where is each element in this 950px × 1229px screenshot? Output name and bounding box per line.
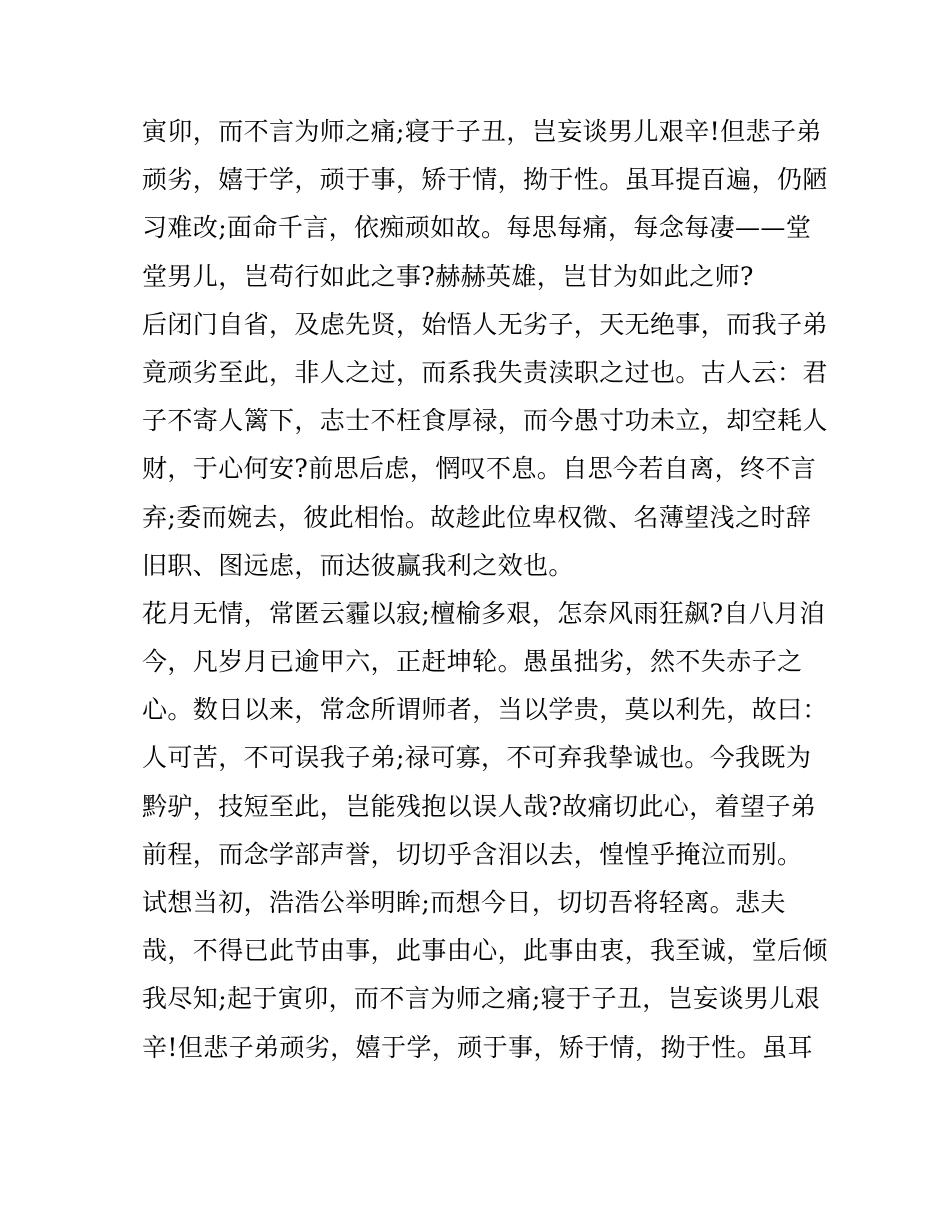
text-line: 花月无情，常匿云霾以寂;檀榆多艰，怎奈风雨狂飙?自八月洎 <box>142 598 826 628</box>
text-line: 辛!但悲子弟顽劣，嬉于学，顽于事，矫于情，拗于性。虽耳 <box>142 1032 813 1062</box>
text-line: 寅卯，而不言为师之痛;寝于子丑，岂妄谈男儿艰辛!但悲子弟 <box>142 117 822 146</box>
text-line: 子不寄人篱下，志士不枉食厚禄，而今愚寸功未立，却空耗人 <box>142 406 828 436</box>
text-line: 前程，而念学部声誉，切切乎含泪以去，惶惶乎掩泣而别。 <box>142 839 803 869</box>
text-line: 顽劣，嬉于学，顽于事，矫于情，拗于性。虽耳提百遍，仍陋 <box>142 165 828 195</box>
text-line: 弃;委而婉去，彼此相怡。故趁此位卑权微、名薄望浅之时辞 <box>142 502 812 532</box>
document-body <box>142 108 828 1072</box>
text-line: 财，于心何安?前思后虑，惘叹不息。自思今若自离，终不言 <box>142 454 817 484</box>
text-line: 人可苦，不可误我子弟;禄可寡，不可弃我挚诚也。今我既为 <box>142 743 812 773</box>
text-line: 我尽知;起于寅卯，而不言为师之痛;寝于子丑，岂妄谈男儿艰 <box>142 984 821 1014</box>
text-line: 心。数日以来，常念所谓师者，当以学贵，莫以利先，故曰： <box>142 695 828 725</box>
text-line: 堂男儿，岂苟行如此之事?赫赫英雄，岂甘为如此之师? <box>142 261 754 291</box>
text-line: 哉，不得已此节由事，此事由心，此事由衷，我至诚，堂后倾 <box>142 936 828 966</box>
text-line: 习难改;面命千言，依痴顽如故。每思每痛，每念每凄——堂 <box>142 213 812 243</box>
text-line: 后闭门自省，及虑先贤，始悟人无劣子，天无绝事，而我子弟 <box>142 309 828 339</box>
text-line: 竟顽劣至此，非人之过，而系我失责渎职之过也。古人云：君 <box>142 357 828 387</box>
text-line: 今，凡岁月已逾甲六，正赶坤轮。愚虽拙劣，然不失赤子之 <box>142 647 803 677</box>
text-line: 黔驴，技短至此，岂能残抱以误人哉?故痛切此心，着望子弟 <box>142 791 817 821</box>
text-line: 试想当初，浩浩公举明眸;而想今日，切切吾将轻离。悲夫 <box>142 888 786 917</box>
text-line: 旧职、图远虑，而达彼赢我利之效也。 <box>142 550 574 580</box>
